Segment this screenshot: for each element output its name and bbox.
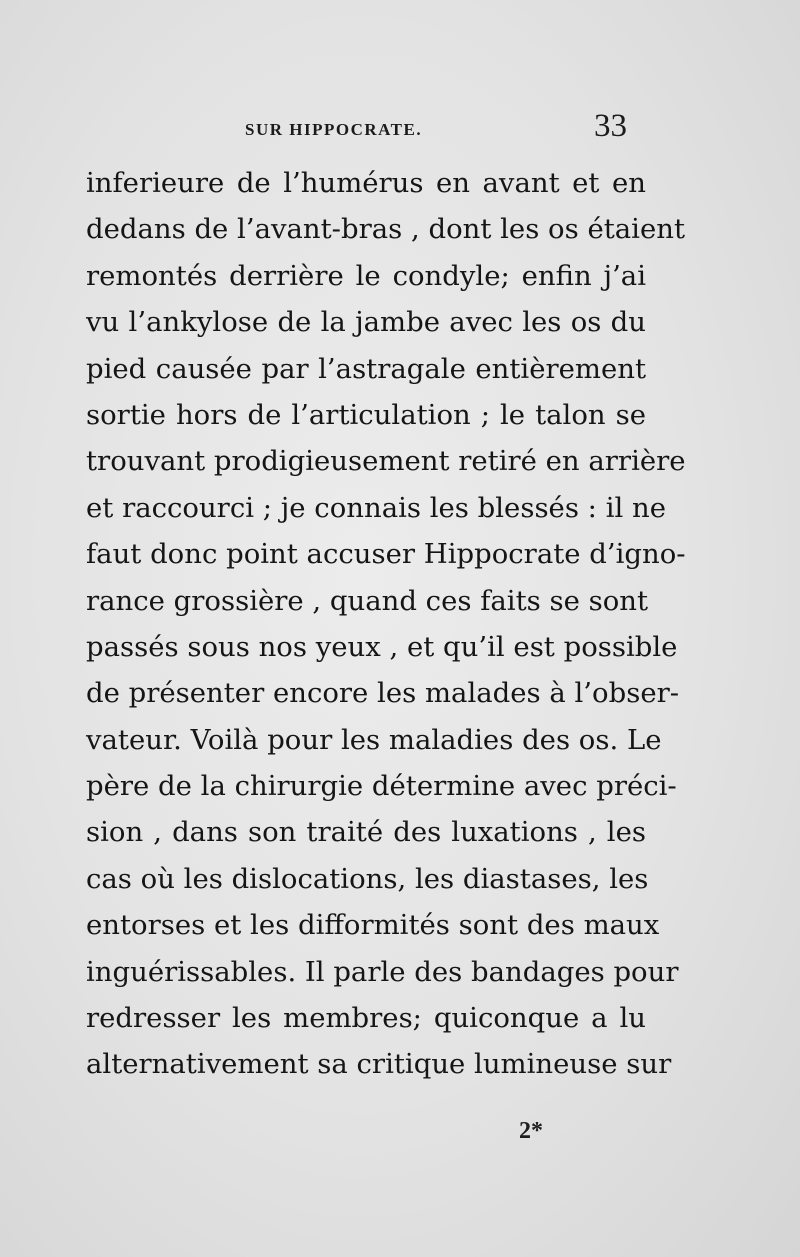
text-line: vu l’ankylose de la jambe avec les os du bbox=[86, 306, 646, 339]
text-line: faut donc point accuser Hippocrate d’igno- bbox=[86, 538, 686, 571]
text-line: trouvant prodigieusement retiré en arrière bbox=[86, 445, 686, 478]
text-line: alternativement sa critique lumineuse sur bbox=[86, 1048, 672, 1081]
body-text bbox=[86, 160, 686, 1088]
text-line: cas où les dislocations, les diastases, les bbox=[86, 862, 649, 895]
running-title: SUR HIPPOCRATE. bbox=[245, 120, 423, 139]
text-line: inguérissables. Il parle des bandages pour bbox=[86, 955, 679, 988]
text-line: remontés derrière le condyle; enfin j’ai bbox=[86, 259, 646, 292]
page-number: 33 bbox=[594, 108, 627, 144]
text-line: inferieure de l’humérus en avant et en bbox=[86, 167, 646, 199]
text-line: et raccourci ; je connais les blessés : il ne bbox=[86, 491, 667, 524]
signature-mark: 2* bbox=[519, 1118, 543, 1144]
text-line: passés sous nos yeux , et qu’il est possible bbox=[86, 630, 678, 663]
text-line: père de la chirurgie détermine avec préci- bbox=[86, 770, 677, 803]
text-line: pied causée par l’astragale entièrement bbox=[86, 352, 646, 385]
text-line: rance grossière , quand ces faits se sont bbox=[86, 584, 649, 617]
text-line: de présenter encore les malades à l’obser- bbox=[86, 677, 680, 710]
text-line: entorses et les difformités sont des maux bbox=[86, 909, 660, 942]
text-line: sion , dans son traité des luxations , les bbox=[86, 816, 646, 849]
text-line: redresser les membres; quiconque a lu bbox=[86, 1002, 646, 1035]
page-header bbox=[0, 108, 800, 148]
text-line: dedans de l’avant-bras , dont les os étaient bbox=[86, 213, 686, 246]
text-line: vateur. Voilà pour les maladies des os. Le bbox=[86, 723, 662, 756]
text-line: sortie hors de l’articulation ; le talon se bbox=[86, 398, 646, 431]
